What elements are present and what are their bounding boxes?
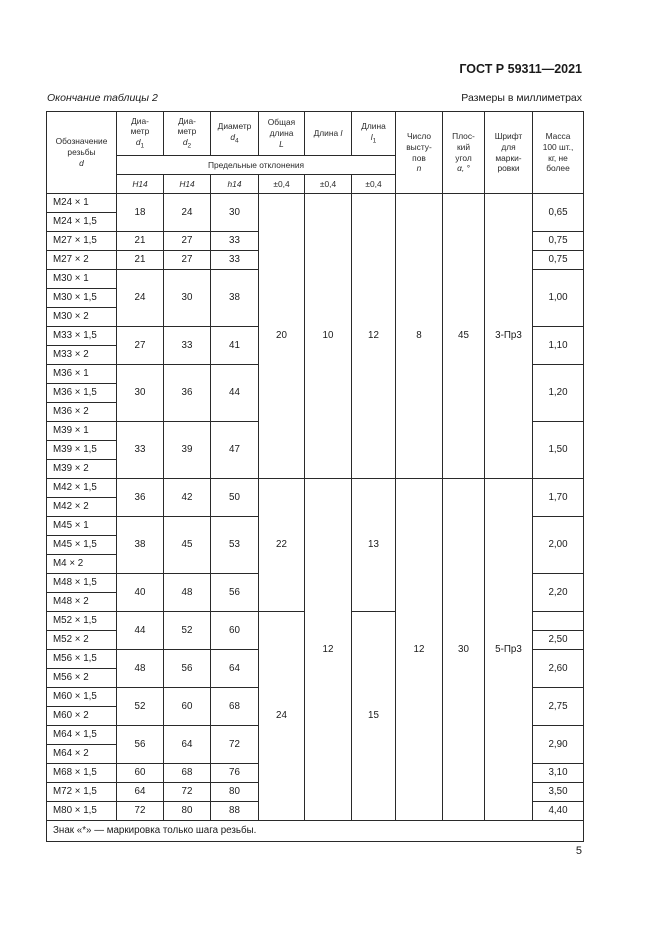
d1-value: 56 xyxy=(117,726,164,764)
thread-designation: М27 × 1,5 xyxy=(47,232,117,251)
thread-designation: М36 × 1,5 xyxy=(47,384,117,403)
mass-value: 2,20 xyxy=(533,574,584,612)
d1-value: 27 xyxy=(117,327,164,365)
alpha-value: 30 xyxy=(443,479,485,821)
mass-value: 1,00 xyxy=(533,270,584,327)
l1-value: 13 xyxy=(352,479,396,612)
font-value: 5-Пр3 xyxy=(485,479,533,821)
thread-designation: М56 × 2 xyxy=(47,669,117,688)
d1-value: 72 xyxy=(117,802,164,821)
deviation-d4: h14 xyxy=(211,175,259,194)
thread-designation: М39 × 1 xyxy=(47,422,117,441)
mass-value: 2,90 xyxy=(533,726,584,764)
thread-designation: М72 × 1,5 xyxy=(47,783,117,802)
l-value: 12 xyxy=(305,479,352,821)
d2-value: 64 xyxy=(164,726,211,764)
d2-value: 48 xyxy=(164,574,211,612)
d4-value: 33 xyxy=(211,232,259,251)
d2-value: 39 xyxy=(164,422,211,479)
header-mass: Масса 100 шт., кг, не более xyxy=(533,112,584,194)
table-footnote: Знак «*» — маркировка только шага резьбы. xyxy=(47,821,584,842)
d4-value: 76 xyxy=(211,764,259,783)
d2-value: 36 xyxy=(164,365,211,422)
mass-value: 1,20 xyxy=(533,365,584,422)
d2-value: 30 xyxy=(164,270,211,327)
d4-value: 80 xyxy=(211,783,259,802)
d4-value: 72 xyxy=(211,726,259,764)
thread-designation: М36 × 1 xyxy=(47,365,117,384)
header-d1: Диа- метр $d_1$ xyxy=(117,112,164,156)
d2-value: 42 xyxy=(164,479,211,517)
d2-value: 52 xyxy=(164,612,211,650)
thread-designation: М60 × 1,5 xyxy=(47,688,117,707)
font-value: 3-Пр3 xyxy=(485,194,533,479)
mass-value: 3,50 xyxy=(533,783,584,802)
thread-designation: М60 × 2 xyxy=(47,707,117,726)
thread-designation: М42 × 1,5 xyxy=(47,479,117,498)
d1-value: 33 xyxy=(117,422,164,479)
thread-designation: М33 × 1,5 xyxy=(47,327,117,346)
d4-value: 88 xyxy=(211,802,259,821)
thread-designation: М80 × 1,5 xyxy=(47,802,117,821)
header-l: Длина l xyxy=(305,112,352,156)
d2-value: 80 xyxy=(164,802,211,821)
page-number: 5 xyxy=(575,845,582,857)
header-n: Число высту- пов n xyxy=(396,112,443,194)
d4-value: 38 xyxy=(211,270,259,327)
d4-value: 60 xyxy=(211,612,259,650)
d4-value: 50 xyxy=(211,479,259,517)
d4-value: 64 xyxy=(211,650,259,688)
thread-designation: М30 × 2 xyxy=(47,308,117,327)
deviation-l1: ±0,4 xyxy=(352,175,396,194)
thread-designation: М39 × 2 xyxy=(47,460,117,479)
header-designation: Обозначение резьбы d xyxy=(47,112,117,194)
d2-value: 24 xyxy=(164,194,211,232)
mass-value: 2,75 xyxy=(533,688,584,726)
thread-designation: М24 × 1,5 xyxy=(47,213,117,232)
thread-designation: М42 × 2 xyxy=(47,498,117,517)
mass-value: 3,10 xyxy=(533,764,584,783)
deviations-label: Предельные отклонения xyxy=(117,156,396,175)
thread-designation: М48 × 2 xyxy=(47,593,117,612)
thread-designation: М27 × 2 xyxy=(47,251,117,270)
thread-designation: М30 × 1 xyxy=(47,270,117,289)
mass-value xyxy=(533,612,584,631)
thread-designation: М30 × 1,5 xyxy=(47,289,117,308)
d4-value: 30 xyxy=(211,194,259,232)
thread-designation: М56 × 1,5 xyxy=(47,650,117,669)
mass-value: 0,75 xyxy=(533,251,584,270)
d1-value: 21 xyxy=(117,251,164,270)
d1-value: 36 xyxy=(117,479,164,517)
d2-value: 27 xyxy=(164,251,211,270)
mass-value: 4,40 xyxy=(533,802,584,821)
header-alpha: Плос- кий угол α, ° xyxy=(443,112,485,194)
d1-value: 24 xyxy=(117,270,164,327)
mass-value: 0,65 xyxy=(533,194,584,232)
thread-designation: М68 × 1,5 xyxy=(47,764,117,783)
L-value: 24 xyxy=(259,612,305,821)
L-value: 20 xyxy=(259,194,305,479)
mass-value: 2,50 xyxy=(533,631,584,650)
d4-value: 68 xyxy=(211,688,259,726)
deviation-l: ±0,4 xyxy=(305,175,352,194)
d1-value: 48 xyxy=(117,650,164,688)
L-value: 22 xyxy=(259,479,305,612)
thread-designation: М4 × 2 xyxy=(47,555,117,574)
d1-value: 18 xyxy=(117,194,164,232)
d4-value: 33 xyxy=(211,251,259,270)
thread-designation: М36 × 2 xyxy=(47,403,117,422)
l1-value: 15 xyxy=(352,612,396,821)
thread-designation: М48 × 1,5 xyxy=(47,574,117,593)
d2-value: 56 xyxy=(164,650,211,688)
d2-value: 72 xyxy=(164,783,211,802)
standard-number: ГОСТ Р 59311—2021 xyxy=(459,62,582,76)
dimensions-table xyxy=(46,111,584,842)
mass-value: 0,75 xyxy=(533,232,584,251)
d4-value: 56 xyxy=(211,574,259,612)
thread-designation: М39 × 1,5 xyxy=(47,441,117,460)
n-value: 12 xyxy=(396,479,443,821)
thread-designation: М64 × 1,5 xyxy=(47,726,117,745)
thread-designation: М45 × 1 xyxy=(47,517,117,536)
d1-value: 40 xyxy=(117,574,164,612)
mass-value: 2,00 xyxy=(533,517,584,574)
d1-value: 52 xyxy=(117,688,164,726)
thread-designation: М24 × 1 xyxy=(47,194,117,213)
mass-value: 1,70 xyxy=(533,479,584,517)
mass-value: 1,50 xyxy=(533,422,584,479)
d2-value: 45 xyxy=(164,517,211,574)
d1-value: 44 xyxy=(117,612,164,650)
d1-value: 21 xyxy=(117,232,164,251)
d1-value: 64 xyxy=(117,783,164,802)
header-d2: Диа- метр $d_2$ xyxy=(164,112,211,156)
thread-designation: М52 × 2 xyxy=(47,631,117,650)
deviation-d1: H14 xyxy=(117,175,164,194)
d1-value: 60 xyxy=(117,764,164,783)
table-caption: Окончание таблицы 2 xyxy=(47,92,158,104)
l-value: 10 xyxy=(305,194,352,479)
alpha-value: 45 xyxy=(443,194,485,479)
l1-value: 12 xyxy=(352,194,396,479)
thread-designation: М33 × 2 xyxy=(47,346,117,365)
thread-designation: М45 × 1,5 xyxy=(47,536,117,555)
d2-value: 27 xyxy=(164,232,211,251)
header-l1: Длина $l_1$ xyxy=(352,112,396,156)
d4-value: 47 xyxy=(211,422,259,479)
deviation-d2: H14 xyxy=(164,175,211,194)
thread-designation: М52 × 1,5 xyxy=(47,612,117,631)
thread-designation: М64 × 2 xyxy=(47,745,117,764)
d4-value: 44 xyxy=(211,365,259,422)
d1-value: 38 xyxy=(117,517,164,574)
mass-value: 2,60 xyxy=(533,650,584,688)
d4-value: 53 xyxy=(211,517,259,574)
header-font: Шрифт для марки- ровки xyxy=(485,112,533,194)
d2-value: 68 xyxy=(164,764,211,783)
d1-value: 30 xyxy=(117,365,164,422)
n-value: 8 xyxy=(396,194,443,479)
d4-value: 41 xyxy=(211,327,259,365)
header-L: Общая длина L xyxy=(259,112,305,156)
d2-value: 60 xyxy=(164,688,211,726)
mass-value: 1,10 xyxy=(533,327,584,365)
d2-value: 33 xyxy=(164,327,211,365)
header-d4: Диаметр $d_4$ xyxy=(211,112,259,156)
units-note: Размеры в миллиметрах xyxy=(461,92,582,104)
deviation-L: ±0,4 xyxy=(259,175,305,194)
